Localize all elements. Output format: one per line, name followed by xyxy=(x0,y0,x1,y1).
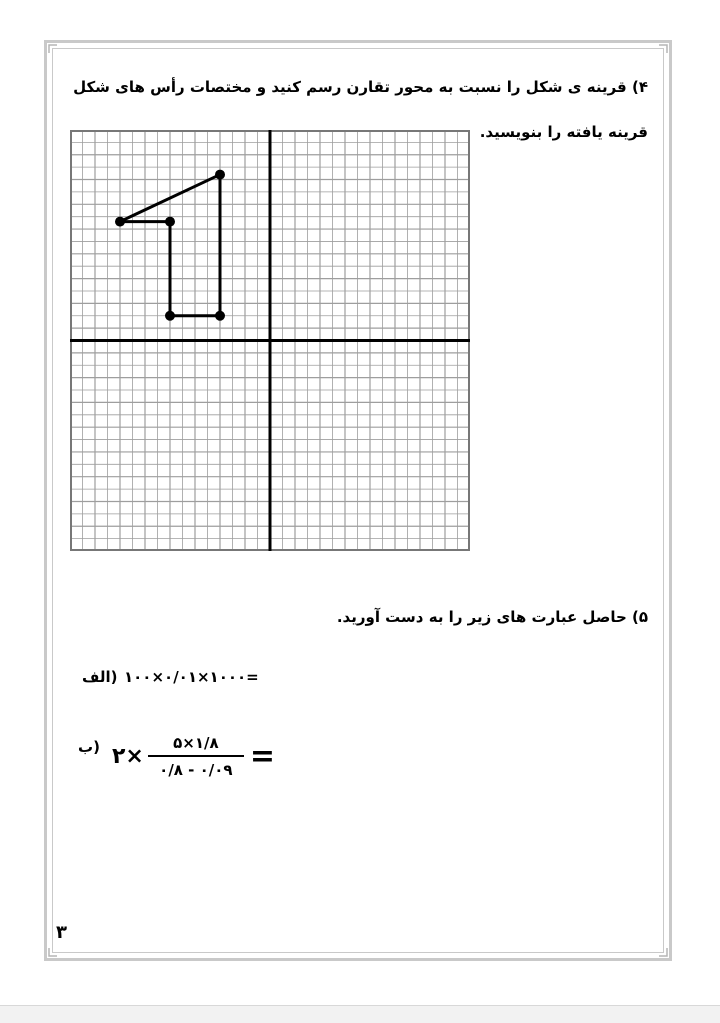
shape-vertex xyxy=(215,170,225,180)
fraction-denominator: ۰/۸ - ۰/۰۹ xyxy=(159,760,233,779)
part-b-expression xyxy=(112,726,275,786)
corner-ornament-bottom-right xyxy=(658,947,668,957)
shape-vertex xyxy=(215,311,225,321)
part-a-expression: ۱۰۰×۰/۰۱×۱۰۰۰= xyxy=(124,668,259,686)
fraction-numerator: ۵×۱/۸ xyxy=(173,733,219,752)
corner-ornament-top-right xyxy=(658,44,668,54)
part-b-label: (ب xyxy=(78,738,100,756)
coordinate-grid xyxy=(70,130,470,555)
part-a-label: (الف xyxy=(82,668,118,686)
shape-vertex xyxy=(115,217,125,227)
page-number: ۳ xyxy=(56,922,67,943)
grid-svg xyxy=(70,130,470,551)
part-b-coefficient: ۲× xyxy=(112,743,144,769)
question-4-text: ۴) قرینه ی شکل را نسبت به محور تقارن رسم کنید و مختصات رأس های شکل xyxy=(73,78,648,96)
question-4-text-continued: قرینه یافته را بنویسید. xyxy=(479,123,648,141)
equals-sign: = xyxy=(249,738,276,774)
part-b-fraction xyxy=(148,734,244,779)
shape-vertex xyxy=(165,217,175,227)
corner-ornament-top-left xyxy=(48,44,58,54)
question-5-title: ۵) حاصل عبارت های زیر را به دست آورید. xyxy=(336,608,648,626)
corner-ornament-bottom-left xyxy=(48,947,58,957)
shape-vertex xyxy=(165,311,175,321)
